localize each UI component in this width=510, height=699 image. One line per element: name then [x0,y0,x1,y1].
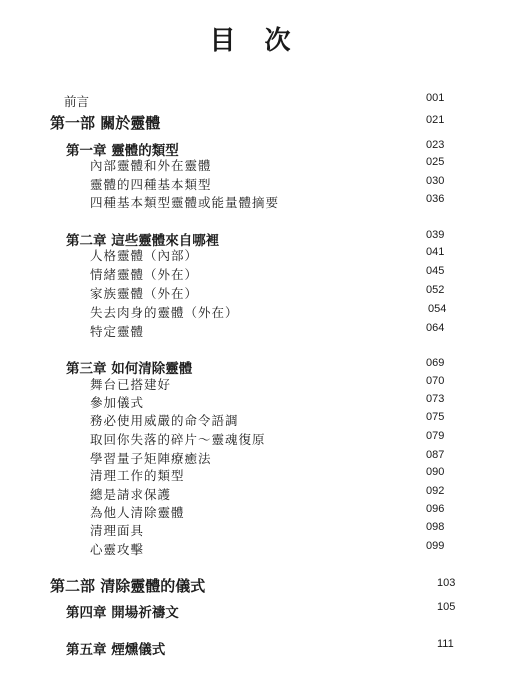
toc-entry-title: 為他人清除靈體 [90,505,185,520]
toc-entry-page-number: 036 [426,193,445,205]
toc-entry-title: 參加儀式 [90,395,145,410]
toc-entry-page-number: 096 [426,503,445,515]
toc-entry-section [0,485,510,505]
toc-entry-title: 第四章 開場祈禱文 [66,605,179,621]
toc-entry-section [0,156,510,176]
toc-entry-title: 清理面具 [90,523,145,538]
toc-entry-page-number: 098 [426,521,445,533]
toc-entry-section [0,521,510,541]
toc-entry-page-number: 069 [426,357,445,369]
toc-entry-title: 心靈攻擊 [90,542,145,557]
toc-entry-section [0,393,510,413]
toc-entry-intro [0,92,510,112]
toc-entry-page-number: 021 [426,114,445,126]
toc-entry-section [0,193,510,213]
toc-entry-page-number: 103 [437,577,456,589]
toc-entry-section [0,411,510,431]
toc-entry-page-number: 090 [426,466,445,478]
toc-entry-page-number: 087 [426,449,445,461]
toc-entry-section [0,322,510,342]
toc-entry-page-number: 105 [437,601,456,613]
toc-entry-page-number: 111 [437,638,454,650]
toc-entry-title: 總是請求保護 [90,487,172,502]
toc-entry-part [0,575,510,595]
page-title: 目 次 [209,26,301,56]
toc-entry-title: 清理工作的類型 [90,468,185,483]
toc-entry-section [0,175,510,195]
toc-entry-title: 四種基本類型靈體或能量體摘要 [90,195,280,210]
toc-entry-section [0,246,510,266]
toc-entry-section [0,375,510,395]
toc-entry-page-number: 001 [426,92,445,104]
toc-entry-page-number: 045 [426,265,445,277]
toc-entry-page-number: 075 [426,411,445,423]
toc-entry-page-number: 099 [426,540,445,552]
toc-entry-section [0,503,510,523]
toc-entry-title: 第三章 如何清除靈體 [66,361,193,377]
toc-entry-chapter [0,601,510,621]
toc-entry-title: 第二章 這些靈體來自哪裡 [66,233,220,249]
toc-entry-title: 情緒靈體（外在） [90,267,199,282]
toc-entry-title: 特定靈體 [90,324,145,339]
toc-entry-section [0,466,510,486]
toc-entry-page-number: 052 [426,284,445,296]
toc-entry-page-number: 041 [426,246,445,258]
toc-entry-title: 務必使用威嚴的命令語調 [90,413,239,428]
toc-entry-title: 人格靈體（內部） [90,248,199,263]
toc-entry-title: 第五章 煙燻儀式 [66,642,166,658]
toc-entry-page-number: 092 [426,485,445,497]
toc-entry-title: 前言 [64,94,90,109]
toc-entry-page-number: 079 [426,430,445,442]
toc-entry-section [0,284,510,304]
toc-entry-page-number: 039 [426,229,445,241]
toc-entry-section [0,303,510,323]
toc-entry-title: 家族靈體（外在） [90,286,199,301]
toc-entry-page-number: 073 [426,393,445,405]
toc-entry-page-number: 064 [426,322,445,334]
toc-entry-title: 第一章 靈體的類型 [66,143,179,159]
toc-entry-title: 靈體的四種基本類型 [90,177,212,192]
toc-entry-title: 第二部 清除靈體的儀式 [50,577,206,595]
toc-entry-page-number: 030 [426,175,445,187]
toc-entry-page-number: 054 [428,303,447,315]
toc-entry-section [0,265,510,285]
toc-entry-chapter [0,638,510,658]
toc-entry-title: 學習量子矩陣療癒法 [90,451,212,466]
toc-entry-page-number: 025 [426,156,445,168]
toc-entry-section [0,540,510,560]
toc-entry-section [0,430,510,450]
toc-entry-chapter [0,357,510,377]
toc-entry-title: 第一部 關於靈體 [50,114,161,132]
toc-entry-title: 舞台已搭建好 [90,377,172,392]
toc-entry-title: 失去肉身的靈體（外在） [90,305,239,320]
toc-entry-page-number: 023 [426,139,445,151]
toc-entry-title: 內部靈體和外在靈體 [90,158,212,173]
toc-entry-title: 取回你失落的碎片～靈魂復原 [90,432,266,447]
toc-entry-part [0,112,510,132]
toc-entry-page-number: 070 [426,375,445,387]
